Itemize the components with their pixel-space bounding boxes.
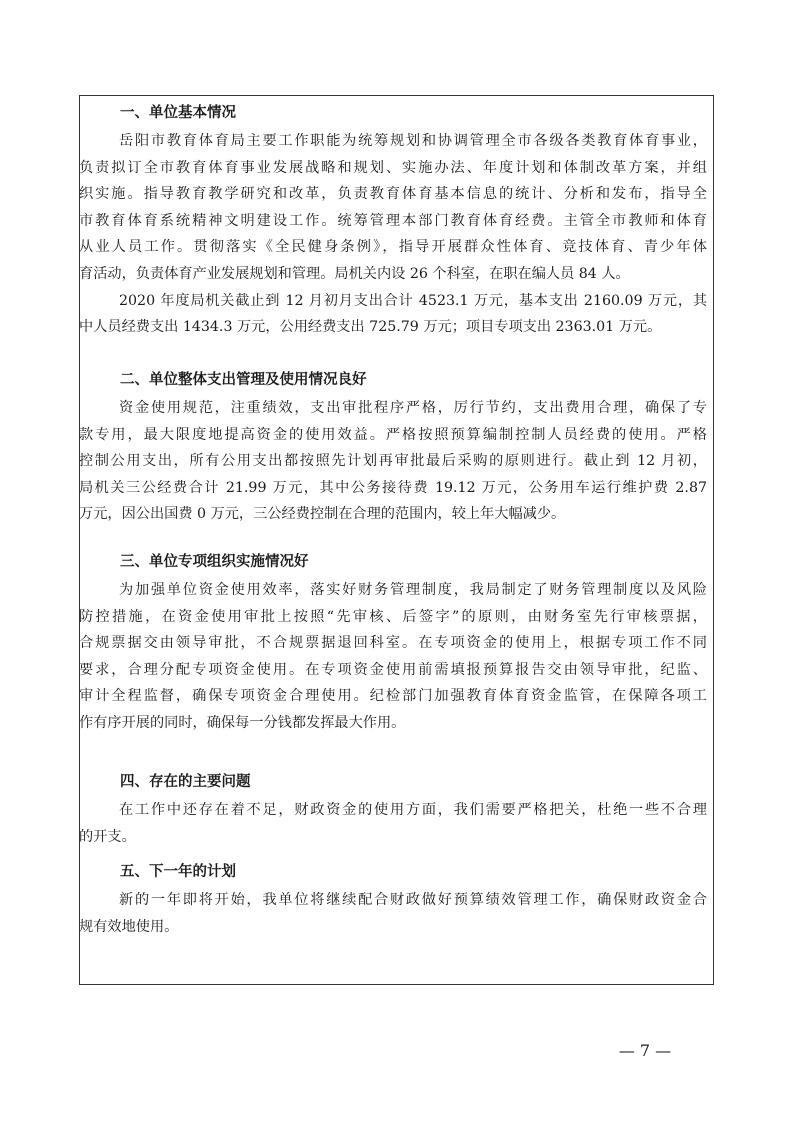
paragraph-line: 局机关三公经费合计 21.99 万元，其中公务接待费 19.12 万元，公务用车运行维护费 2.87 [79, 479, 707, 496]
paragraph-line: 育活动，负责体育产业发展规划和管理。局机关内设 26 个科室，在职在编人员 84 人。 [79, 265, 630, 282]
paragraph-line: 万元，因公出国费 0 万元，三公经费控制在合理的范围内，较上年大幅减少。 [79, 506, 566, 523]
paragraph-line: 款专用，最大限度地提高资金的使用效益。严格按照预算编制控制人员经费的使用。严格 [79, 426, 707, 443]
paragraph-line: 从业人员工作。贯彻落实《全民健身条例》，指导开展群众性体育、竞技体育、青少年体 [79, 239, 707, 256]
paragraph-line: 为加强单位资金使用效率，落实好财务管理制度，我局制定了财务管理制度以及风险 [119, 582, 707, 598]
paragraph-line: 的开支。 [79, 828, 136, 845]
paragraph-line: 岳阳市教育体育局主要工作职能为统筹规划和协调管理全市各级各类教育体育事业， [119, 133, 707, 149]
section-heading: 五、下一年的计划 [120, 864, 236, 880]
section-heading: 三、单位专项组织实施情况好 [120, 554, 309, 570]
paragraph-line: 新的一年即将开始，我单位将继续配合财政做好预算绩效管理工作，确保财政资金合 [119, 892, 707, 908]
paragraph-line: 控制公用支出，所有公用支出都按照先计划再审批最后采购的原则进行。截止到 12 月初， [79, 453, 707, 470]
paragraph [79, 395, 707, 528]
section [79, 770, 707, 850]
section-heading: 四、存在的主要问题 [120, 774, 251, 790]
paragraph-line: 在工作中还存在着不足，财政资金的使用方面，我们需要严格把关，杜绝一些不合理 [119, 802, 707, 818]
paragraph-line: 市教育体育系统精神文明建设工作。统筹管理本部门教育体育经费。主管全市教师和体育 [79, 212, 707, 229]
paragraph-line: 合规票据交由领导审批，不合规票据退回科室。在专项资金的使用上，根据专项工作不同 [79, 635, 707, 652]
paragraph-line: 规有效地使用。 [79, 918, 179, 935]
paragraph-line: 审计全程监督，确保专项资金合理使用。纪检部门加强教育体育资金监管，在保障各项工 [79, 688, 707, 705]
page-number: — 7 — [618, 1041, 672, 1060]
paragraph-line: 中人员经费支出 1434.3 万元，公用经费支出 725.79 万元；项目专项支出 2363.01 万元。 [79, 319, 662, 336]
paragraph-line: 织实施。指导教育教学研究和改革，负责教育体育基本信息的统计、分析和发布，指导全 [79, 186, 707, 203]
section-heading: 二、单位整体支出管理及使用情况良好 [120, 372, 367, 388]
paragraph [79, 887, 707, 940]
paragraph [79, 797, 707, 850]
paragraph [79, 577, 707, 737]
section-heading: 一、单位基本情况 [120, 105, 236, 121]
section [79, 860, 707, 940]
section [79, 368, 707, 528]
paragraph-line: 作有序开展的同时，确保每一分钱都发挥最大作用。 [79, 714, 406, 731]
paragraph-line: 资金使用规范，注重绩效，支出审批程序严格，厉行节约，支出费用合理，确保了专 [119, 400, 707, 416]
paragraph-line: 2020 年度局机关截止到 12 月初月支出合计 4523.1 万元，基本支出 2160.09 万元，其 [119, 292, 707, 309]
paragraph-line: 要求，合理分配专项资金使用。在专项资金使用前需填报预算报告交由领导审批，纪监、 [79, 661, 707, 678]
paragraph [79, 128, 707, 288]
section [79, 101, 707, 341]
paragraph-line: 负责拟订全市教育体育事业发展战略和规划、实施办法、年度计划和体制改革方案，并组 [79, 159, 707, 176]
paragraph-line: 防控措施，在资金使用审批上按照“先审核、后签字”的原则，由财务室先行审核票据， [79, 608, 707, 625]
section [79, 550, 707, 737]
paragraph [79, 288, 707, 341]
